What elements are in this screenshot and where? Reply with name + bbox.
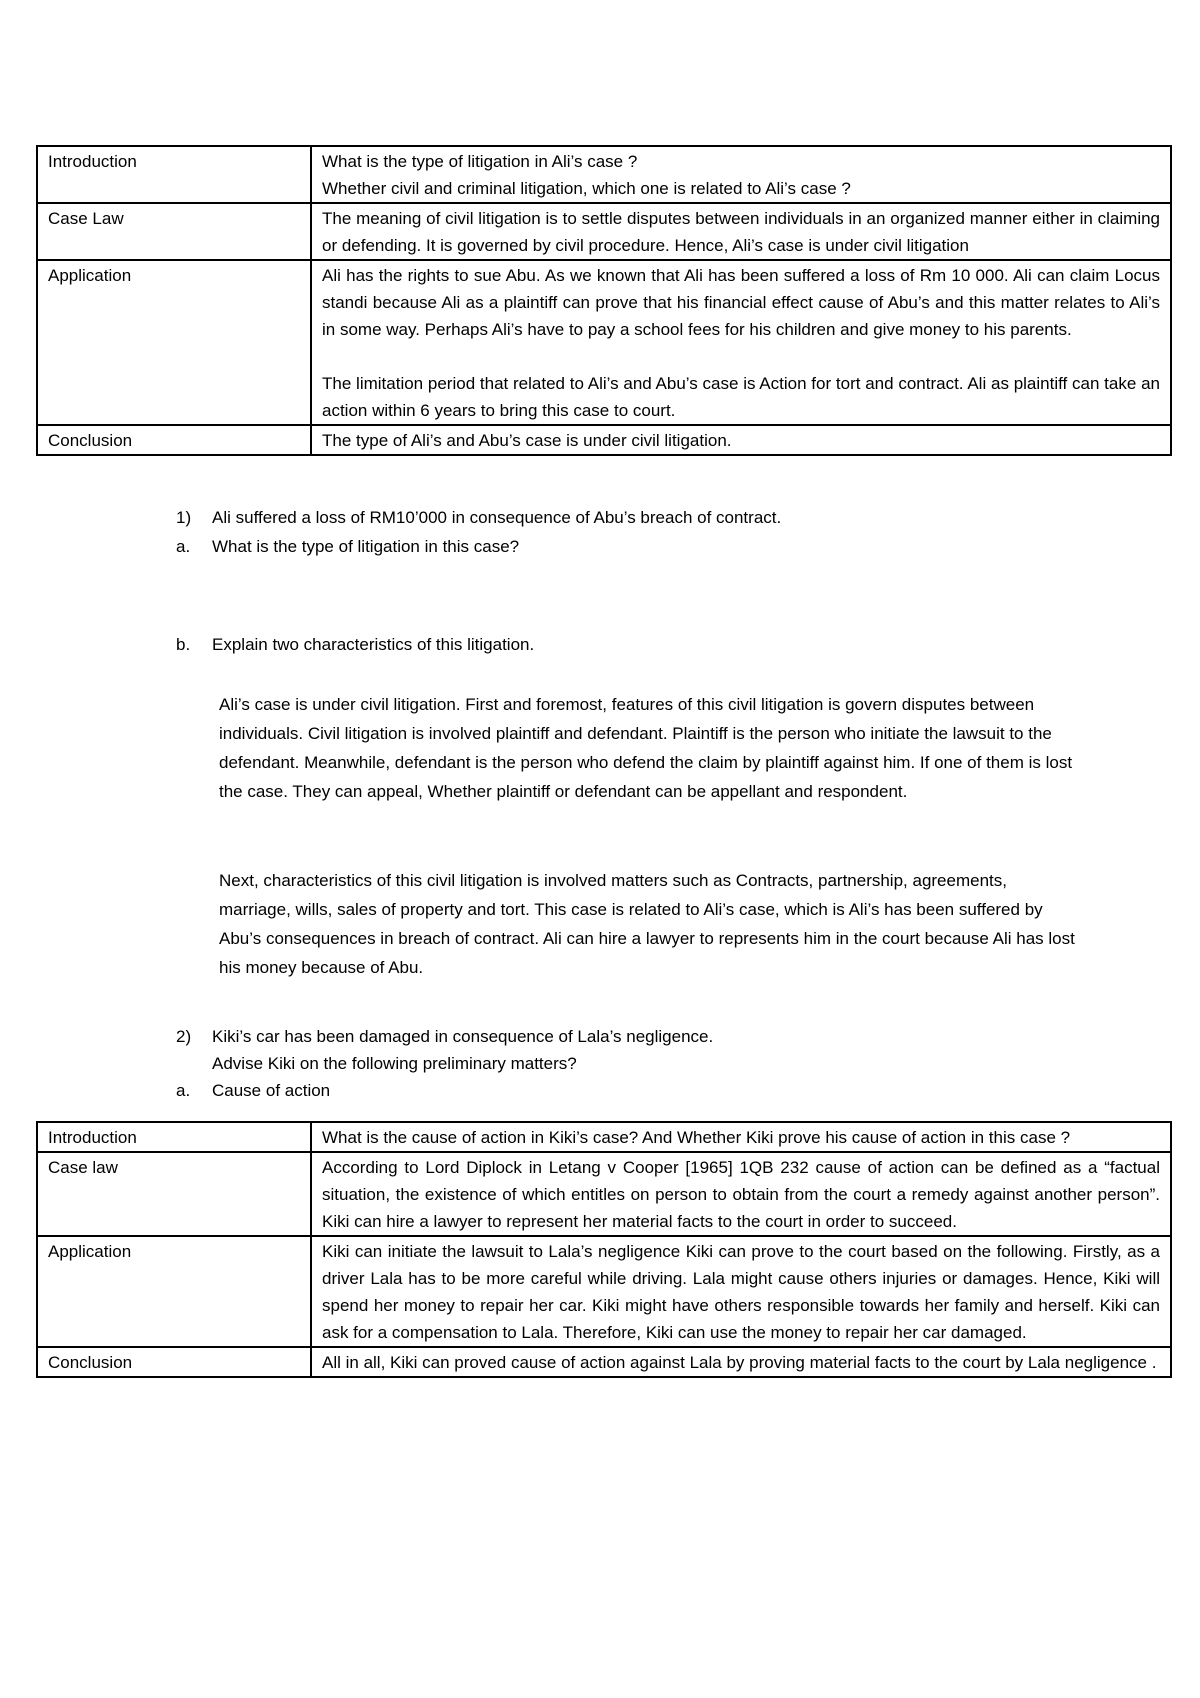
question-number: 1) [176, 508, 192, 527]
paragraph: The type of Ali’s and Abu’s case is under civil litigation. [322, 431, 732, 450]
paragraph: According to Lord Diplock in Letang v Cooper [1965] 1QB 232 cause of action can be defined as a “factual situation, the existence of which entitles on person to obtain from the court a remedy against another person”. Kiki can hire a lawyer to represent her material facts to the court in order to succeed. [322, 1158, 1160, 1231]
table-row [37, 1347, 1171, 1377]
paragraph: Ali’s case is under civil litigation. First and foremost, features of this civil litigation is govern disputes between individuals. Civil litigation is involved plaintiff and defendant. Plaintiff is the person who initiate the lawsuit to the defendant. Meanwhile, defendant is the person who defend the claim by plaintiff against him. If one of them is lost the case. They can appeal, Whether plaintiff or defendant can be appellant and respondent. [219, 695, 1073, 801]
advise-text: Advise Kiki on the following preliminary matters? [212, 1054, 577, 1073]
row-content [311, 425, 1171, 455]
row-label: Conclusion [37, 425, 311, 455]
paragraph: Kiki can initiate the lawsuit to Lala’s negligence Kiki can prove to the court based on the following. Firstly, as a driver Lala has to be more careful while driving. Lala might cause others injuries or damages. Hence, Kiki will spend her money to repair her car. Kiki might have others responsible towards her family and herself. Kiki can ask for a compensation to Lala. Therefore, Kiki can use the money to repair her car damaged. [322, 1242, 1160, 1342]
row-content [311, 260, 1171, 425]
part-text: Explain two characteristics of this litigation. [212, 635, 535, 654]
row-content [311, 203, 1171, 260]
paragraph: Whether civil and criminal litigation, which one is related to Ali’s case ? [322, 179, 851, 198]
row-label: Conclusion [37, 1347, 311, 1377]
table-row [37, 1122, 1171, 1152]
irac-table-kiki [36, 1121, 1172, 1378]
question-2-advise [212, 1050, 577, 1077]
row-label: Application [37, 260, 311, 425]
part-text: What is the type of litigation in this case? [212, 537, 520, 556]
row-label: Introduction [37, 1122, 311, 1152]
question-text: Kiki’s car has been damaged in consequence of Lala’s negligence. [212, 1027, 714, 1046]
row-label: Introduction [37, 146, 311, 203]
paragraph: What is the cause of action in Kiki’s case? And Whether Kiki prove his cause of action in this case ? [322, 1128, 1071, 1147]
part-marker: b. [176, 635, 191, 654]
row-label: Case law [37, 1152, 311, 1236]
row-content [311, 1236, 1171, 1347]
row-label: Case Law [37, 203, 311, 260]
paragraph: Ali has the rights to sue Abu. As we known that Ali has been suffered a loss of Rm 10 000. Ali can claim Locus standi because Ali as a plaintiff can prove that his financial effect cause of Abu’s and this matter relates to Ali’s in some way. Perhaps Ali’s have to pay a school fees for his children and give money to his parents. [322, 266, 1160, 339]
table-row [37, 1152, 1171, 1236]
row-content [311, 1347, 1171, 1377]
question-number: 2) [176, 1027, 192, 1046]
paragraph: All in all, Kiki can proved cause of action against Lala by proving material facts to the court by Lala negligence . [322, 1353, 1157, 1372]
row-label: Application [37, 1236, 311, 1347]
question-1 [176, 504, 781, 531]
answer-paragraph [219, 690, 1079, 806]
paragraph: What is the type of litigation in Ali’s case ? [322, 152, 638, 171]
paragraph: The meaning of civil litigation is to settle disputes between individuals in an organized manner either in claiming or defending. It is governed by civil procedure. Hence, Ali’s case is under civil litigation [322, 209, 1160, 255]
row-content [311, 1122, 1171, 1152]
question-text: Ali suffered a loss of RM10’000 in consequence of Abu’s breach of contract. [212, 508, 782, 527]
part-marker: a. [176, 537, 191, 556]
question-1-part-a [176, 533, 519, 560]
paragraph: Next, characteristics of this civil litigation is involved matters such as Contracts, partnership, agreements, marriage, wills, sales of property and tort. This case is related to Ali’s case, which is Ali’s has been suffered by Abu’s consequences in breach of contract. Ali can hire a lawyer to represents him in the court because Ali has lost his money because of Abu. [219, 871, 1075, 977]
question-2 [176, 1023, 713, 1050]
table-row [37, 203, 1171, 260]
table-row [37, 260, 1171, 425]
irac-table-ali [36, 145, 1172, 456]
part-marker: a. [176, 1081, 191, 1100]
question-2-part-a [176, 1077, 330, 1104]
table-row [37, 1236, 1171, 1347]
table-row [37, 146, 1171, 203]
part-text: Cause of action [212, 1081, 331, 1100]
table-row [37, 425, 1171, 455]
question-1-part-b [176, 631, 534, 658]
row-content [311, 146, 1171, 203]
answer-paragraph [219, 866, 1079, 982]
row-content [311, 1152, 1171, 1236]
paragraph: The limitation period that related to Ali’s and Abu’s case is Action for tort and contract. Ali as plaintiff can take an action within 6 years to bring this case to court. [322, 374, 1160, 420]
